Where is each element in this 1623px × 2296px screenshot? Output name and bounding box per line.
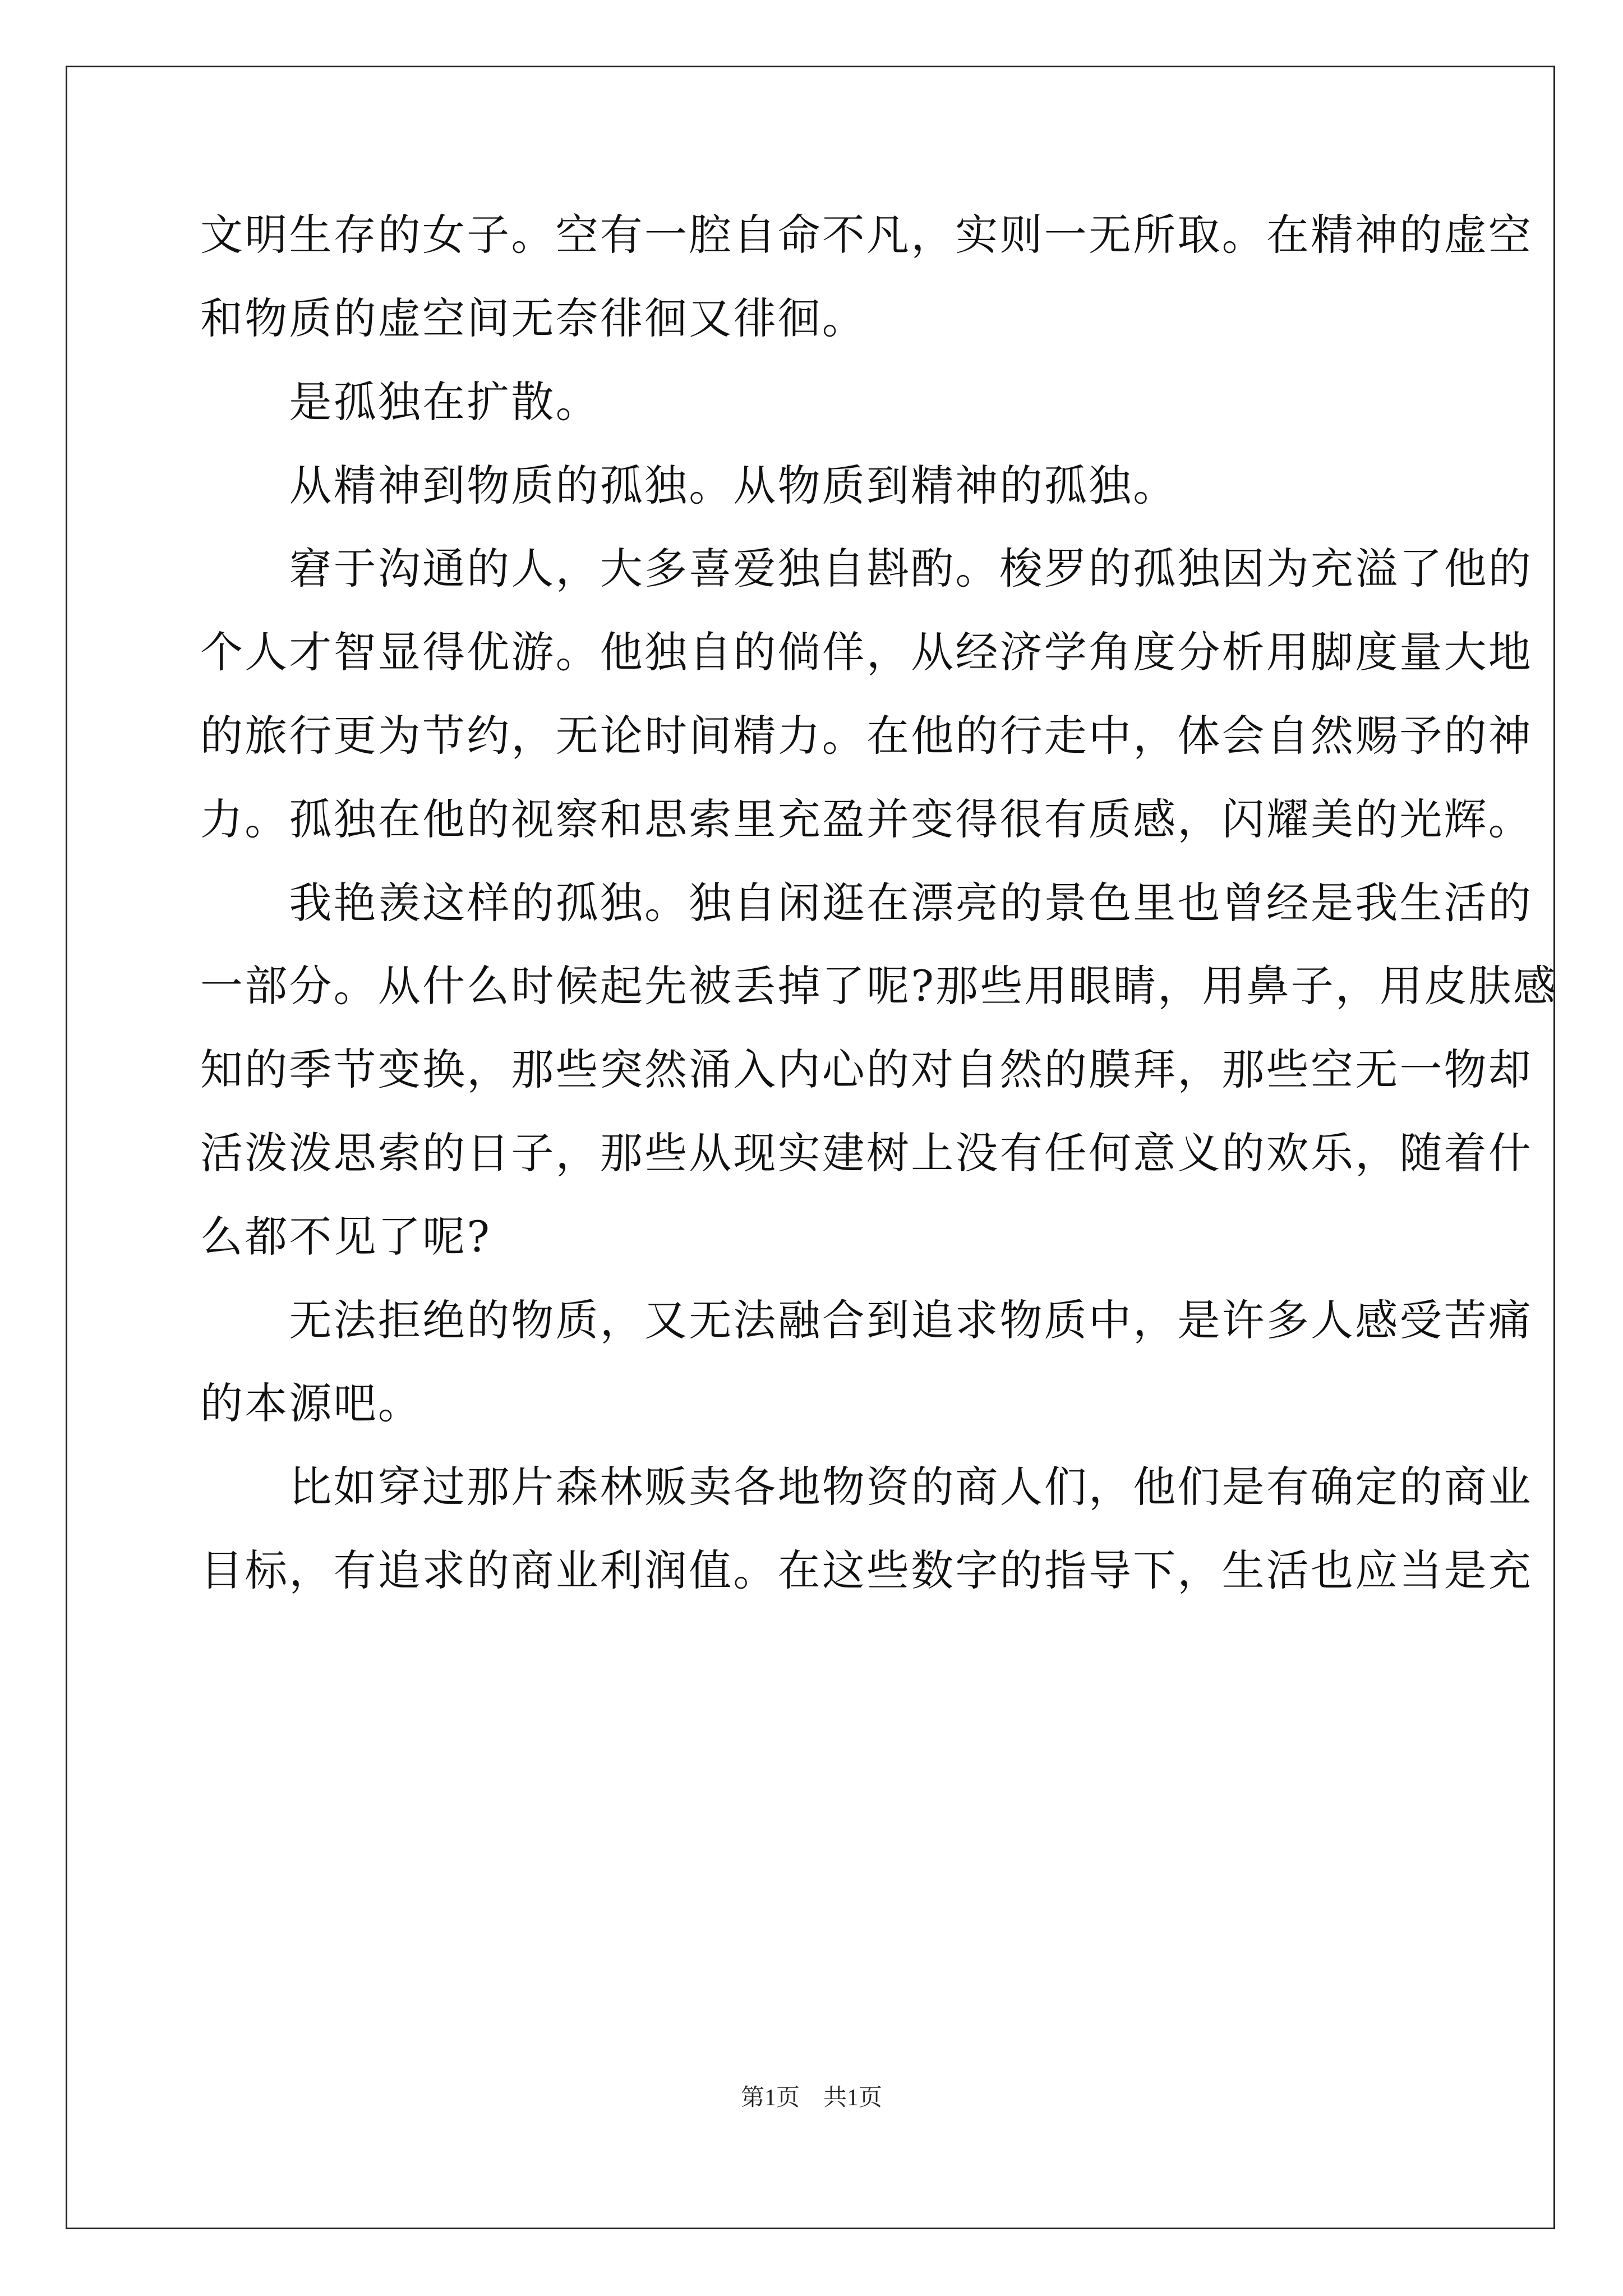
text-line: 目标，有追求的商业利润值。在这些数字的指导下，生活也应当是充 <box>200 1545 1533 1595</box>
text-line: 从精神到物质的孤独。从物质到精神的孤独。 <box>200 461 1178 510</box>
text-line: 活泼泼思索的日子，那些从现实建树上没有任何意义的欢乐，随着什 <box>200 1128 1533 1178</box>
text-line: 的本源吧。 <box>200 1378 422 1428</box>
text-line: 比如穿过那片森林贩卖各地物资的商人们，他们是有确定的商业 <box>200 1462 1533 1512</box>
text-line: 个人才智显得优游。他独自的倘佯，从经济学角度分析用脚度量大地 <box>200 627 1533 677</box>
text-line: 无法拒绝的物质，又无法融合到追求物质中，是许多人感受苦痛 <box>200 1295 1533 1345</box>
text-line: 一部分。从什么时候起先被丢掉了呢?那些用眼睛，用鼻子，用皮肤感 <box>200 961 1557 1011</box>
text-line: 力。孤独在他的视察和思索里充盈并变得很有质感，闪耀美的光辉。 <box>200 794 1533 844</box>
text-line: 和物质的虚空间无奈徘徊又徘徊。 <box>200 293 866 343</box>
text-line: 窘于沟通的人，大多喜爱独自斟酌。梭罗的孤独因为充溢了他的 <box>200 544 1533 593</box>
text-line: 我艳羡这样的孤独。独自闲逛在漂亮的景色里也曾经是我生活的 <box>200 878 1533 928</box>
text-line: 的旅行更为节约，无论时间精力。在他的行走中，体会自然赐予的神 <box>200 711 1533 761</box>
text-line: 是孤独在扩散。 <box>200 377 600 427</box>
text-line: 么都不见了呢? <box>200 1212 492 1262</box>
text-line: 文明生存的女子。空有一腔自命不凡，实则一无所取。在精神的虚空 <box>200 210 1533 260</box>
text-line: 知的季节变换，那些突然涌入内心的对自然的膜拜，那些空无一物却 <box>200 1045 1533 1094</box>
page-number: 第1页 共1页 <box>740 2085 882 2111</box>
